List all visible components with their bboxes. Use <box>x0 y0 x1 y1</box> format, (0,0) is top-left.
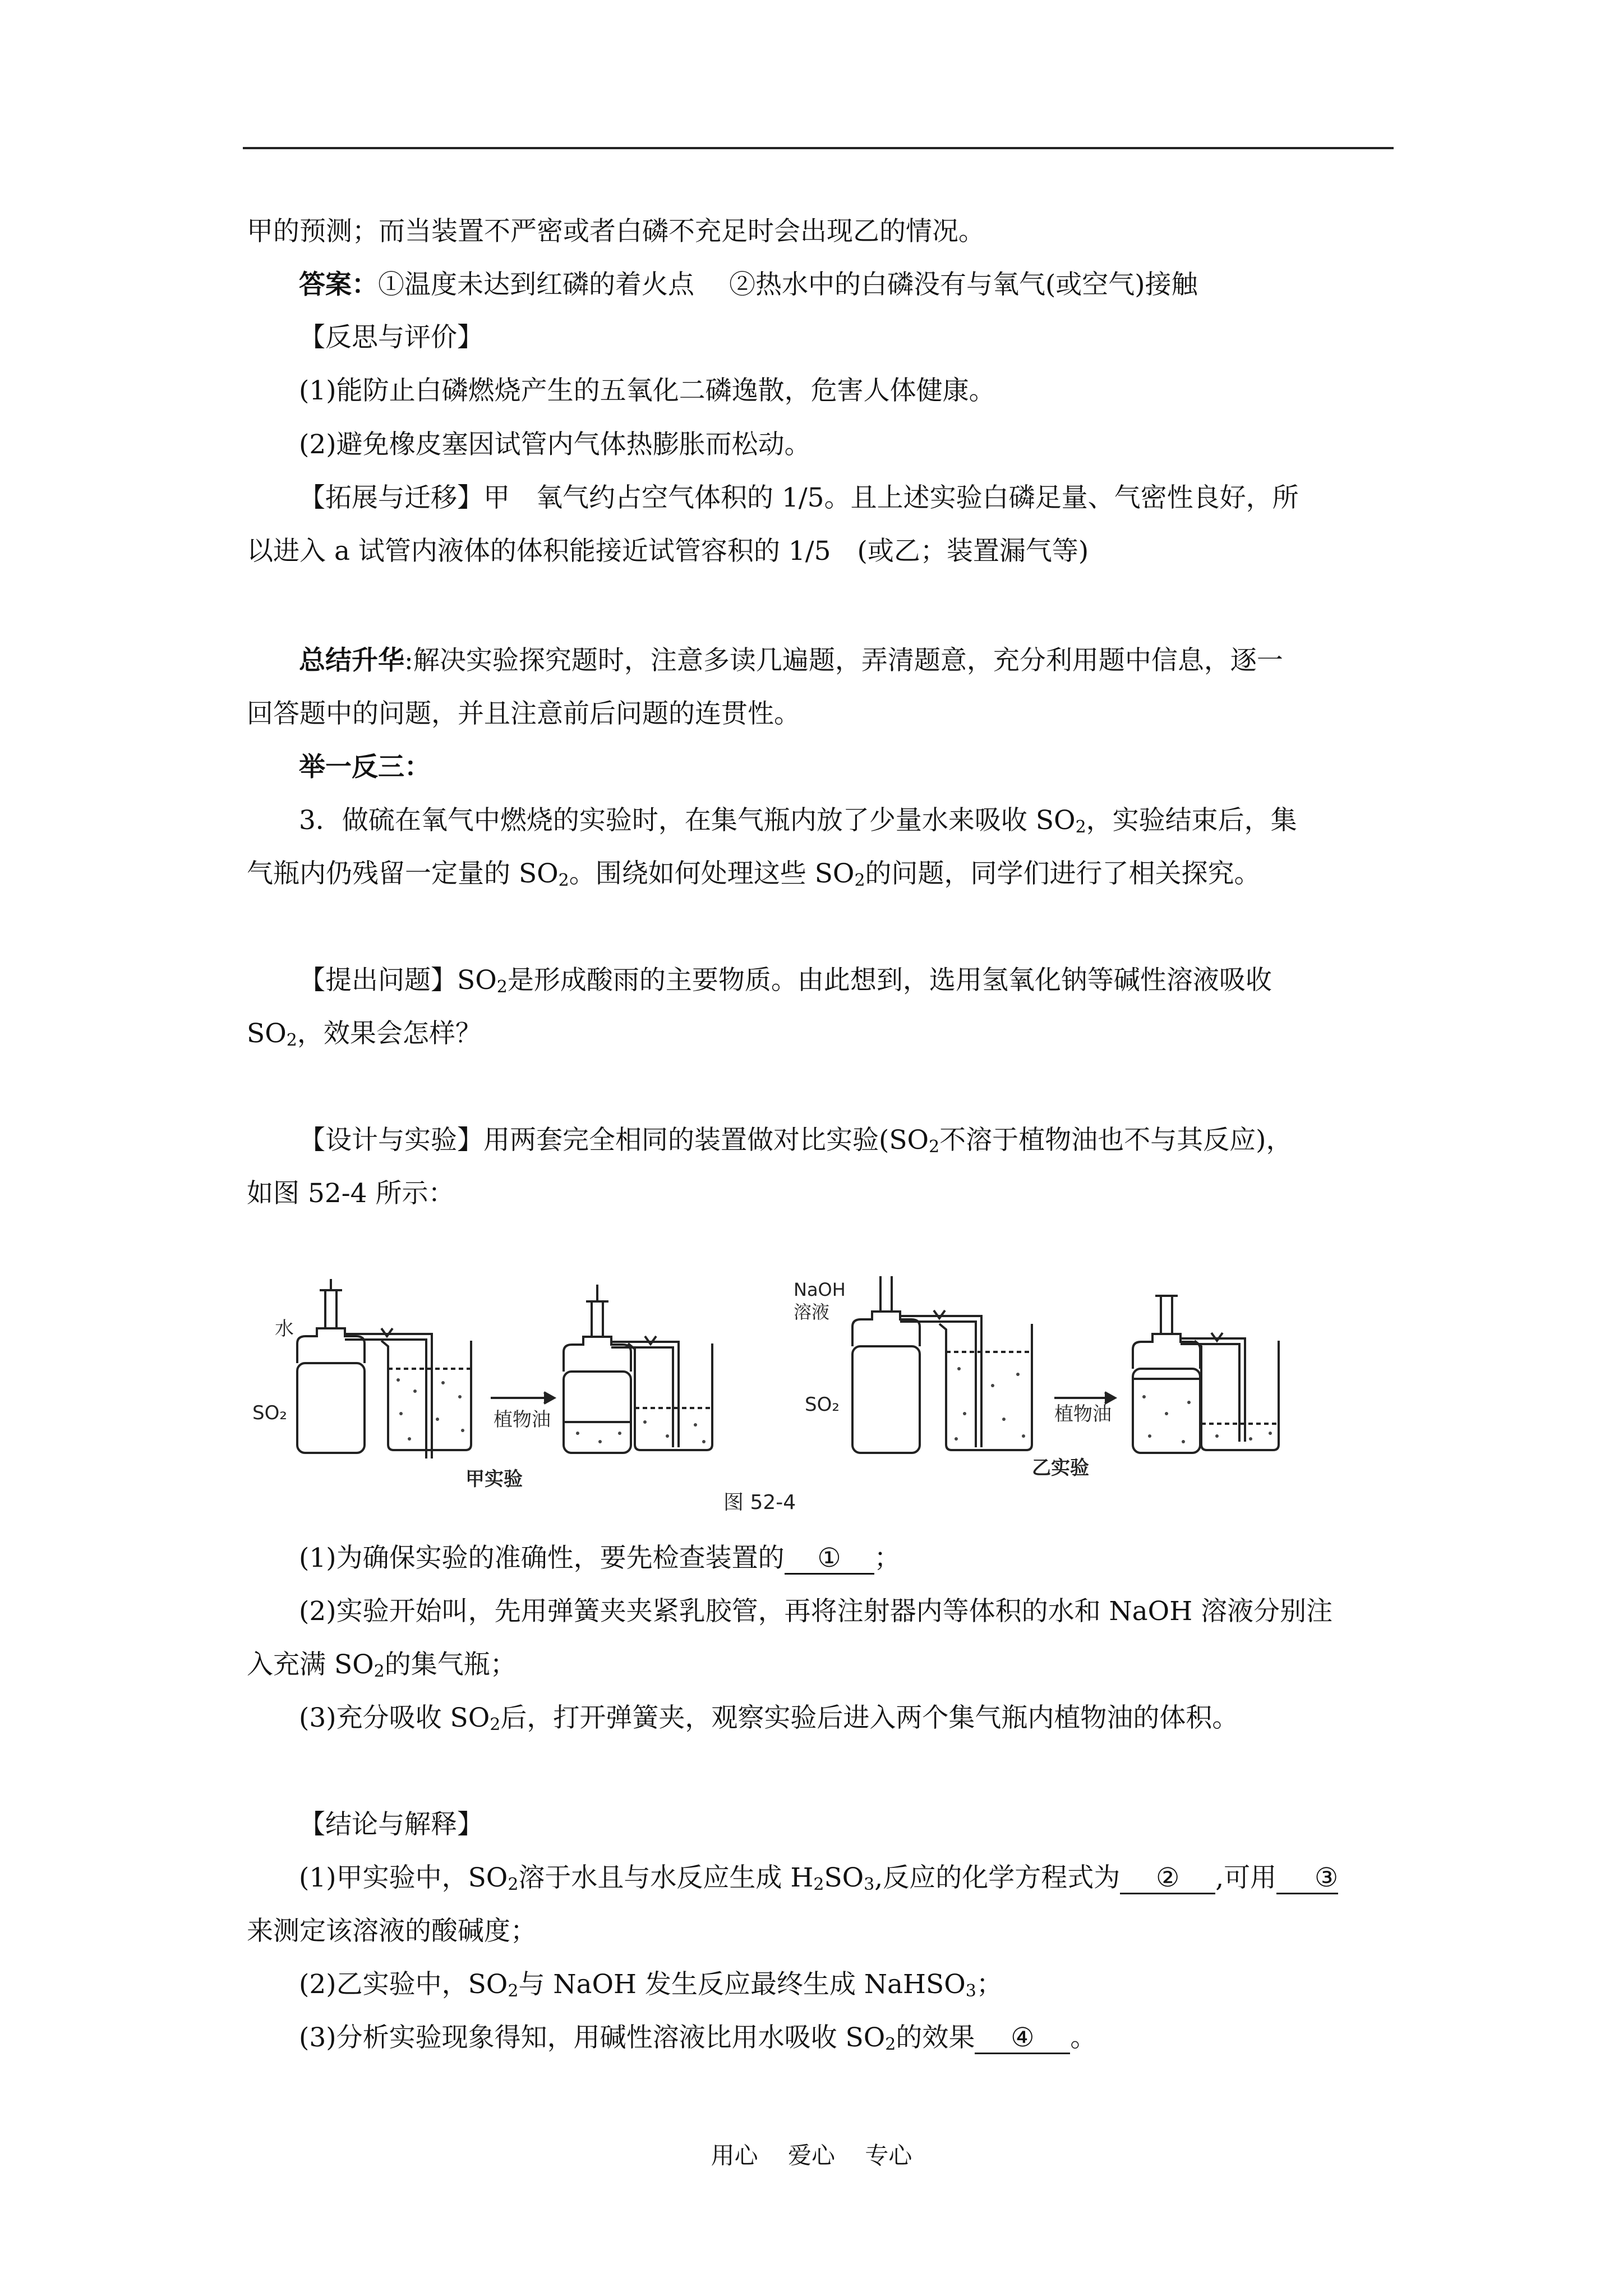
subscript: 3 <box>965 1981 976 2001</box>
text-span: 【设计与实验】用两套完全相同的装置做对比实验(SO <box>299 1125 929 1156</box>
subscript: 2 <box>490 1715 501 1734</box>
step-line <box>247 1648 517 1682</box>
text-line: 回答题中的问题，并且注意前后问题的连贯性。 <box>247 698 800 729</box>
label-oil-b: 植物油 <box>1054 1403 1112 1425</box>
section-heading: 【结论与解释】 <box>299 1809 483 1840</box>
gas-bottle-b1 <box>852 1276 981 1453</box>
text-span: 入充满 SO <box>247 1649 374 1680</box>
text-span: 不溶于植物油也不与其反应)， <box>939 1125 1293 1156</box>
arrow-b <box>1054 1392 1115 1404</box>
header-rule <box>243 147 1394 149</box>
answer-line <box>299 268 1198 302</box>
label-exp-a: 甲实验 <box>465 1468 523 1490</box>
text-span: (3)充分吸收 SO <box>299 1703 490 1733</box>
problem-line <box>299 964 1272 997</box>
step-line: (2)实验开始叫，先用弹簧夹夹紧乳胶管，再将注射器内等体积的水和 NaOH 溶液分别注 <box>299 1596 1333 1627</box>
text-span: 后，打开弹簧夹，观察实验后进入两个集气瓶内植物油的体积。 <box>500 1703 1239 1733</box>
page-footer: 用心 爱心 专心 <box>711 2142 912 2169</box>
label-so2-b: SO₂ <box>805 1393 840 1416</box>
text-line: 甲的预测；而当装置不严密或者白磷不充足时会出现乙的情况。 <box>247 216 985 247</box>
subscript: 2 <box>929 1137 940 1157</box>
answer-blank: ② <box>1120 1864 1215 1894</box>
beaker-a2 <box>628 1343 712 1450</box>
subscript: 3 <box>864 1875 875 1894</box>
label-naoh-2: 溶液 <box>794 1301 830 1323</box>
answer-text: ①温度未达到红磷的着火点 ②热水中的白磷没有与氧气(或空气)接触 <box>378 269 1198 300</box>
text-span: ,反应的化学方程式为 <box>874 1862 1121 1893</box>
text-line: 如图 52-4 所示： <box>247 1178 455 1209</box>
label-exp-b: 乙实验 <box>1032 1457 1089 1479</box>
text-span: (3)分析实验现象得知，用碱性溶液比用水吸收 SO <box>299 2022 886 2053</box>
text-span: 是形成酸雨的主要物质。由此想到，选用氢氧化钠等碱性溶液吸收 <box>507 965 1272 996</box>
text-span: 气瓶内仍残留一定量的 SO <box>247 858 559 889</box>
section-heading: 【反思与评价】 <box>299 322 483 353</box>
problem-line <box>247 1017 482 1051</box>
text-span: 。围绕如何处理这些 SO <box>569 858 855 889</box>
answer-blank: ① <box>785 1544 874 1575</box>
text-span: ，效果会怎样？ <box>297 1018 482 1049</box>
answer-label: 答案： <box>299 269 378 300</box>
text-line: (2)避免橡皮塞因试管内气体热膨胀而松动。 <box>299 429 811 460</box>
text-span: 的问题，同学们进行了相关探究。 <box>865 858 1261 889</box>
text-span: 溶于水且与水反应生成 H <box>518 1862 814 1893</box>
figure-caption: 图 52-4 <box>723 1491 796 1514</box>
label-so2-a: SO₂ <box>252 1402 287 1424</box>
label-naoh-1: NaOH <box>794 1279 846 1300</box>
text-line: 【拓展与迁移】甲 氧气约占空气体积的 1/5。且上述实验白磷足量、气密性良好，所 <box>299 482 1299 513</box>
design-line <box>299 1124 1293 1157</box>
step-line <box>299 1701 1238 1735</box>
text-span: 的效果 <box>896 2022 975 2053</box>
subscript: 2 <box>1075 817 1086 837</box>
answer-blank: ④ <box>975 2023 1070 2054</box>
conclusion-line <box>299 1968 1003 2001</box>
beaker-b1 <box>939 1324 1032 1450</box>
step-line <box>299 1542 901 1575</box>
summary-text: :解决实验探究题时，注意多读几遍题，弄清题意，充分利用题中信息，逐一 <box>404 645 1283 676</box>
text-span: 3．做硫在氧气中燃烧的实验时，在集气瓶内放了少量水来吸收 SO <box>299 805 1076 836</box>
text-span: ； <box>976 1969 1003 2000</box>
text-span: ,可用 <box>1215 1862 1277 1893</box>
subscript: 2 <box>508 1875 519 1894</box>
subscript: 2 <box>496 977 508 997</box>
summary-label: 总结升华 <box>299 645 404 676</box>
answer-blank: ③ <box>1276 1864 1338 1894</box>
question-line <box>299 804 1297 838</box>
arrow-a <box>491 1392 554 1404</box>
text-line: (1)能防止白磷燃烧产生的五氧化二磷逸散，危害人体健康。 <box>299 375 995 406</box>
subscript: 2 <box>885 2035 896 2054</box>
conclusion-line <box>299 1861 1338 1895</box>
text-span: 的集气瓶； <box>384 1649 517 1680</box>
text-span: 【提出问题】SO <box>299 965 497 996</box>
practice-label: 举一反三： <box>299 752 431 783</box>
subscript: 2 <box>374 1662 385 1681</box>
subscript: 2 <box>854 871 865 890</box>
text-span: ，实验结束后，集 <box>1086 805 1297 836</box>
gas-bottle-a2 <box>564 1285 679 1453</box>
text-span: 与 NaOH 发生反应最终生成 NaHSO <box>518 1969 966 2000</box>
label-water: 水 <box>275 1318 294 1340</box>
subscript: 2 <box>558 871 569 890</box>
subscript: 2 <box>286 1030 297 1050</box>
conclusion-line <box>299 2021 1096 2055</box>
label-oil-a: 植物油 <box>494 1409 551 1431</box>
apparatus-figure <box>241 1273 1284 1531</box>
gas-bottle-b2 <box>1133 1296 1245 1453</box>
subscript: 2 <box>813 1875 824 1894</box>
text-span: SO <box>247 1018 287 1049</box>
question-line <box>247 857 1261 891</box>
text-line: 以进入 a 试管内液体的体积能接近试管容积的 1/5 (或乙；装置漏气等) <box>247 536 1089 567</box>
text-span: 。 <box>1070 2022 1097 2053</box>
beaker-b2 <box>1195 1341 1279 1450</box>
subscript: 2 <box>508 1981 519 2001</box>
text-span: ； <box>874 1543 901 1573</box>
text-span: (1)甲实验中，SO <box>299 1862 508 1893</box>
conclusion-line: 来测定该溶液的酸碱度； <box>247 1916 537 1947</box>
text-span: (1)为确保实验的准确性，要先检查装置的 <box>299 1543 785 1573</box>
summary-line <box>299 644 1283 678</box>
text-span: (2)乙实验中，SO <box>299 1969 508 2000</box>
text-span: SO <box>824 1862 864 1893</box>
